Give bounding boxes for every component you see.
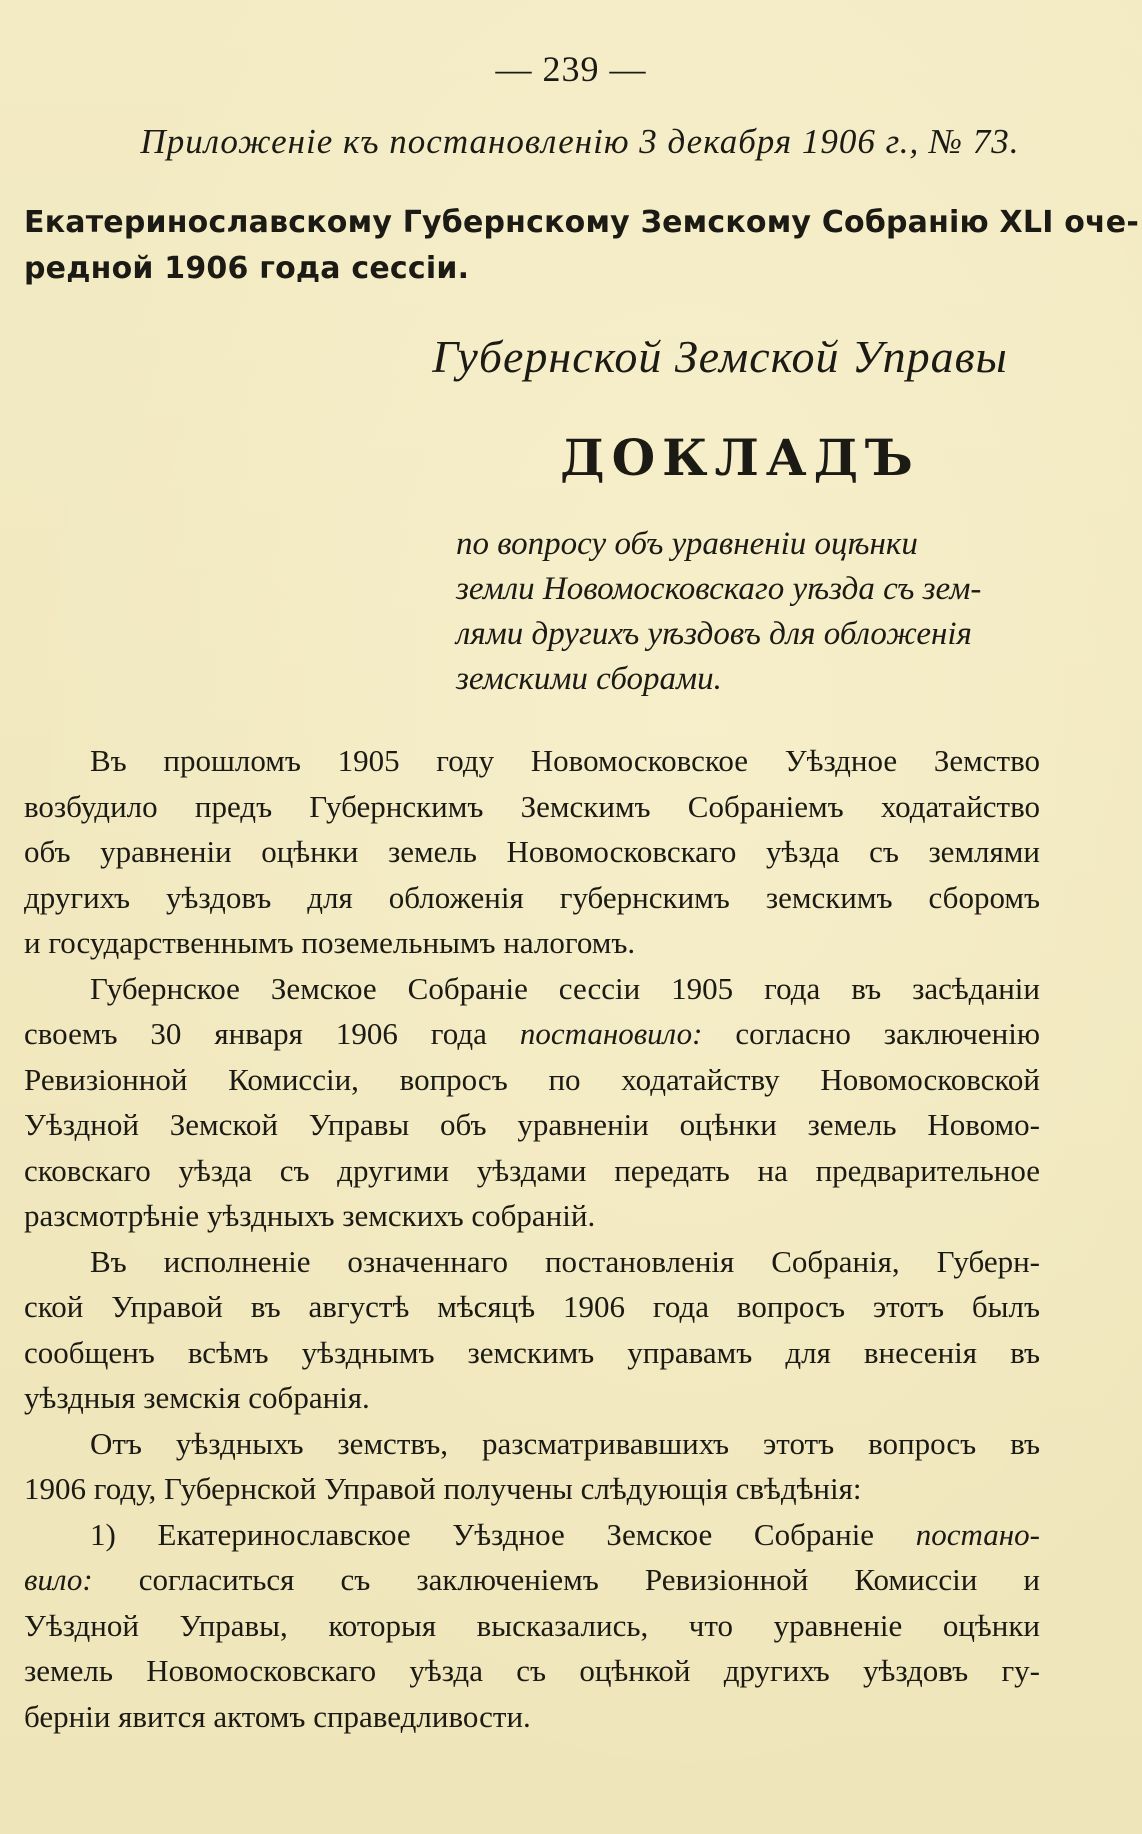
body-line: Въ исполненіе означеннаго постановленія Собранія, Губерн-	[90, 1243, 1040, 1279]
body-line: Отъ уѣздныхъ земствъ, разсматривавшихъ этотъ вопросъ въ	[90, 1425, 1040, 1461]
body-line: земель Новомосковскаго уѣзда съ оцѣнкой другихъ уѣздовъ гу-	[24, 1653, 1040, 1688]
body-line: возбудило предъ Губернскимъ Земскимъ Собраніемъ ходатайство	[24, 788, 1040, 824]
body-line: уѣздныя земскія собранія.	[24, 1380, 370, 1415]
body-fragment: согласно заключенію	[702, 1016, 1040, 1051]
body-line: ской Управой въ августѣ мѣсяцѣ 1906 года вопросъ этотъ былъ	[24, 1289, 1040, 1324]
body-line: Губернское Земское Собраніе сессіи 1905 года въ засѣданіи	[90, 970, 1040, 1006]
body-line-mixed	[24, 1557, 1040, 1603]
body-line: другихъ уѣздовъ для обложенія губернскимъ земскимъ сборомъ	[24, 879, 1040, 915]
document-title: ДОКЛАДЪ	[560, 428, 920, 487]
body-line-mixed	[24, 1011, 1040, 1057]
addressee-heading	[24, 200, 1139, 292]
body-line: 1906 году, Губернской Управой получены слѣдующія свѣдѣнія:	[24, 1471, 862, 1506]
appendix-reference: Приложеніе къ постановленію 3 декабря 1906 г., № 73.	[140, 122, 1020, 161]
body-line: Въ прошломъ 1905 году Новомосковское Уѣздное Земство	[90, 743, 1040, 778]
issuing-authority: Губернской Земской Управы	[432, 331, 1008, 382]
addressee-line: Екатеринославскому Губернскому Земскому Собранію XLI оче-	[24, 205, 1139, 240]
body-line: Уѣздной Земской Управы объ уравненіи оцѣнки земель Новомо-	[24, 1107, 1040, 1142]
body-fragment: согласиться съ заключеніемъ Ревизіонной Комиссіи и	[92, 1562, 1040, 1597]
body-line: объ уравненіи оцѣнки земель Новомосковскаго уѣзда съ землями	[24, 834, 1040, 869]
body-line: и государственнымъ поземельнымъ налогомъ.	[24, 925, 636, 960]
body-line-mixed	[24, 1512, 1040, 1558]
italic-fragment: вило:	[24, 1562, 93, 1597]
subject-line: по вопросу объ уравненіи оцѣнки	[456, 526, 918, 562]
subject-line: земскими сборами.	[456, 661, 722, 697]
page-number: — 239 —	[495, 49, 647, 89]
subject-line: земли Новомосковскаго уѣзда съ зем-	[456, 571, 982, 607]
subject-line: лями другихъ уѣздовъ для обложенія	[456, 616, 972, 652]
body-fragment: 1) Екатеринославское Уѣздное Земское Собраніе	[90, 1516, 916, 1552]
body-fragment: своемъ 30 января 1906 года	[24, 1016, 520, 1051]
body-line: Ревизіонной Комиссіи, вопросъ по ходатайству Новомосковской	[24, 1061, 1040, 1097]
body-line: сковскаго уѣзда съ другими уѣздами передать на предварительное	[24, 1152, 1040, 1188]
body-line: сообщенъ всѣмъ уѣзднымъ земскимъ управамъ для внесенія въ	[24, 1334, 1040, 1370]
italic-fragment: постановило:	[519, 1016, 703, 1051]
body-line: Уѣздной Управы, которыя высказались, что уравненіе оцѣнки	[24, 1607, 1040, 1643]
italic-fragment: постано-	[915, 1516, 1040, 1552]
addressee-line: редной 1906 года сессіи.	[24, 251, 470, 286]
report-body	[24, 738, 1040, 1739]
report-subject	[456, 522, 1036, 702]
body-line: разсмотрѣніе уѣздныхъ земскихъ собраній.	[24, 1198, 596, 1233]
body-line: берніи явится актомъ справедливости.	[24, 1698, 531, 1734]
